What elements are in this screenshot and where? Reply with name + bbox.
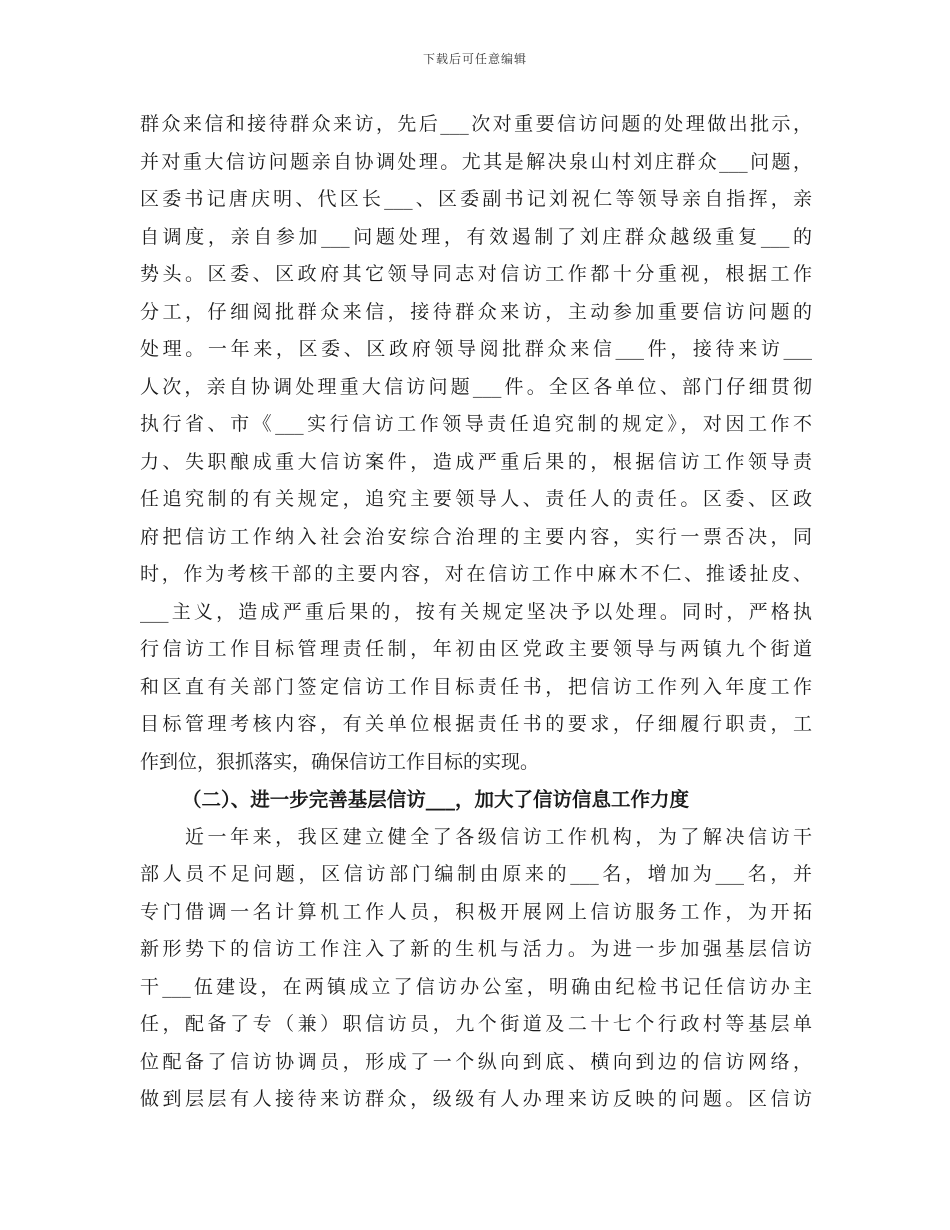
text-line: 时，作为考核干部的主要内容，对在信访工作中麻木不仁、推诿扯皮、 (140, 563, 812, 585)
text-line: 作到位，狠抓落实，确保信访工作目标的实现。 (140, 750, 540, 773)
text-line: 新形势下的信访工作注入了新的生机与活力。为进一步加强基层信访 (140, 938, 812, 960)
text-line: 近一年来，我区建立健全了各级信访工作机构，为了解决信访干 (140, 825, 812, 848)
paragraph-1 (140, 106, 812, 781)
text-line: 势头。区委、区政府其它领导同志对信访工作都十分重视，根据工作 (140, 263, 812, 285)
text-line: 人次，亲自协调处理重大信访问题___件。全区各单位、部门仔细贯彻 (140, 375, 812, 398)
text-line: 干___伍建设，在两镇成立了信访办公室，明确由纪检书记任信访办主 (140, 975, 812, 998)
text-line: 自调度，亲自参加___问题处理，有效遏制了刘庄群众越级重复___的 (140, 225, 812, 248)
text-line: 专门借调一名计算机工作人员，积极开展网上信访服务工作，为开拓 (140, 900, 812, 923)
text-line: 处理。一年来，区委、区政府领导阅批群众来信___件，接待来访___ (140, 338, 812, 360)
text-line: 府把信访工作纳入社会治安综合治理的主要内容，实行一票否决，同 (140, 525, 812, 548)
text-line: 力、失职酿成重大信访案件，造成严重后果的，根据信访工作领导责 (140, 450, 812, 473)
section-heading: （二）、进一步完善基层信访___，加大了信访信息工作力度 (182, 788, 690, 811)
text-line: ___主义，造成严重后果的，按有关规定坚决予以处理。同时，严格执 (140, 600, 812, 623)
text-line: 执行省、市《___实行信访工作领导责任追究制的规定》，对因工作不 (140, 413, 812, 435)
text-line: 和区直有关部门签定信访工作目标责任书，把信访工作列入年度工作 (140, 675, 812, 698)
text-line: 群众来信和接待群众来访，先后___次对重要信访问题的处理做出批示， (140, 113, 812, 135)
text-line: 任，配备了专（兼）职信访员，九个街道及二十七个行政村等基层单 (140, 1013, 812, 1035)
text-line: 任追究制的有关规定，追究主要领导人、责任人的责任。区委、区政 (140, 488, 812, 510)
text-line: 做到层层有人接待来访群众，级级有人办理来访反映的问题。区信访 (140, 1088, 812, 1110)
paragraph-2 (140, 819, 812, 1119)
text-line: 并对重大信访问题亲自协调处理。尤其是解决泉山村刘庄群众___问题， (140, 150, 812, 173)
text-line: 目标管理考核内容，有关单位根据责任书的要求，仔细履行职责，工 (140, 713, 812, 735)
page-header: 下载后可任意编辑 (422, 52, 527, 66)
text-line: 区委书记唐庆明、代区长___、区委副书记刘祝仁等领导亲自指挥，亲 (140, 188, 812, 210)
text-line: 部人员不足问题，区信访部门编制由原来的___名，增加为___名，并 (140, 863, 812, 885)
text-line: 行信访工作目标管理责任制，年初由区党政主要领导与两镇九个街道 (140, 638, 812, 660)
document-body (140, 106, 812, 1119)
text-line: 位配备了信访协调员，形成了一个纵向到底、横向到边的信访网络， (140, 1050, 812, 1073)
text-line: 分工，仔细阅批群众来信，接待群众来访，主动参加重要信访问题的 (140, 300, 812, 323)
